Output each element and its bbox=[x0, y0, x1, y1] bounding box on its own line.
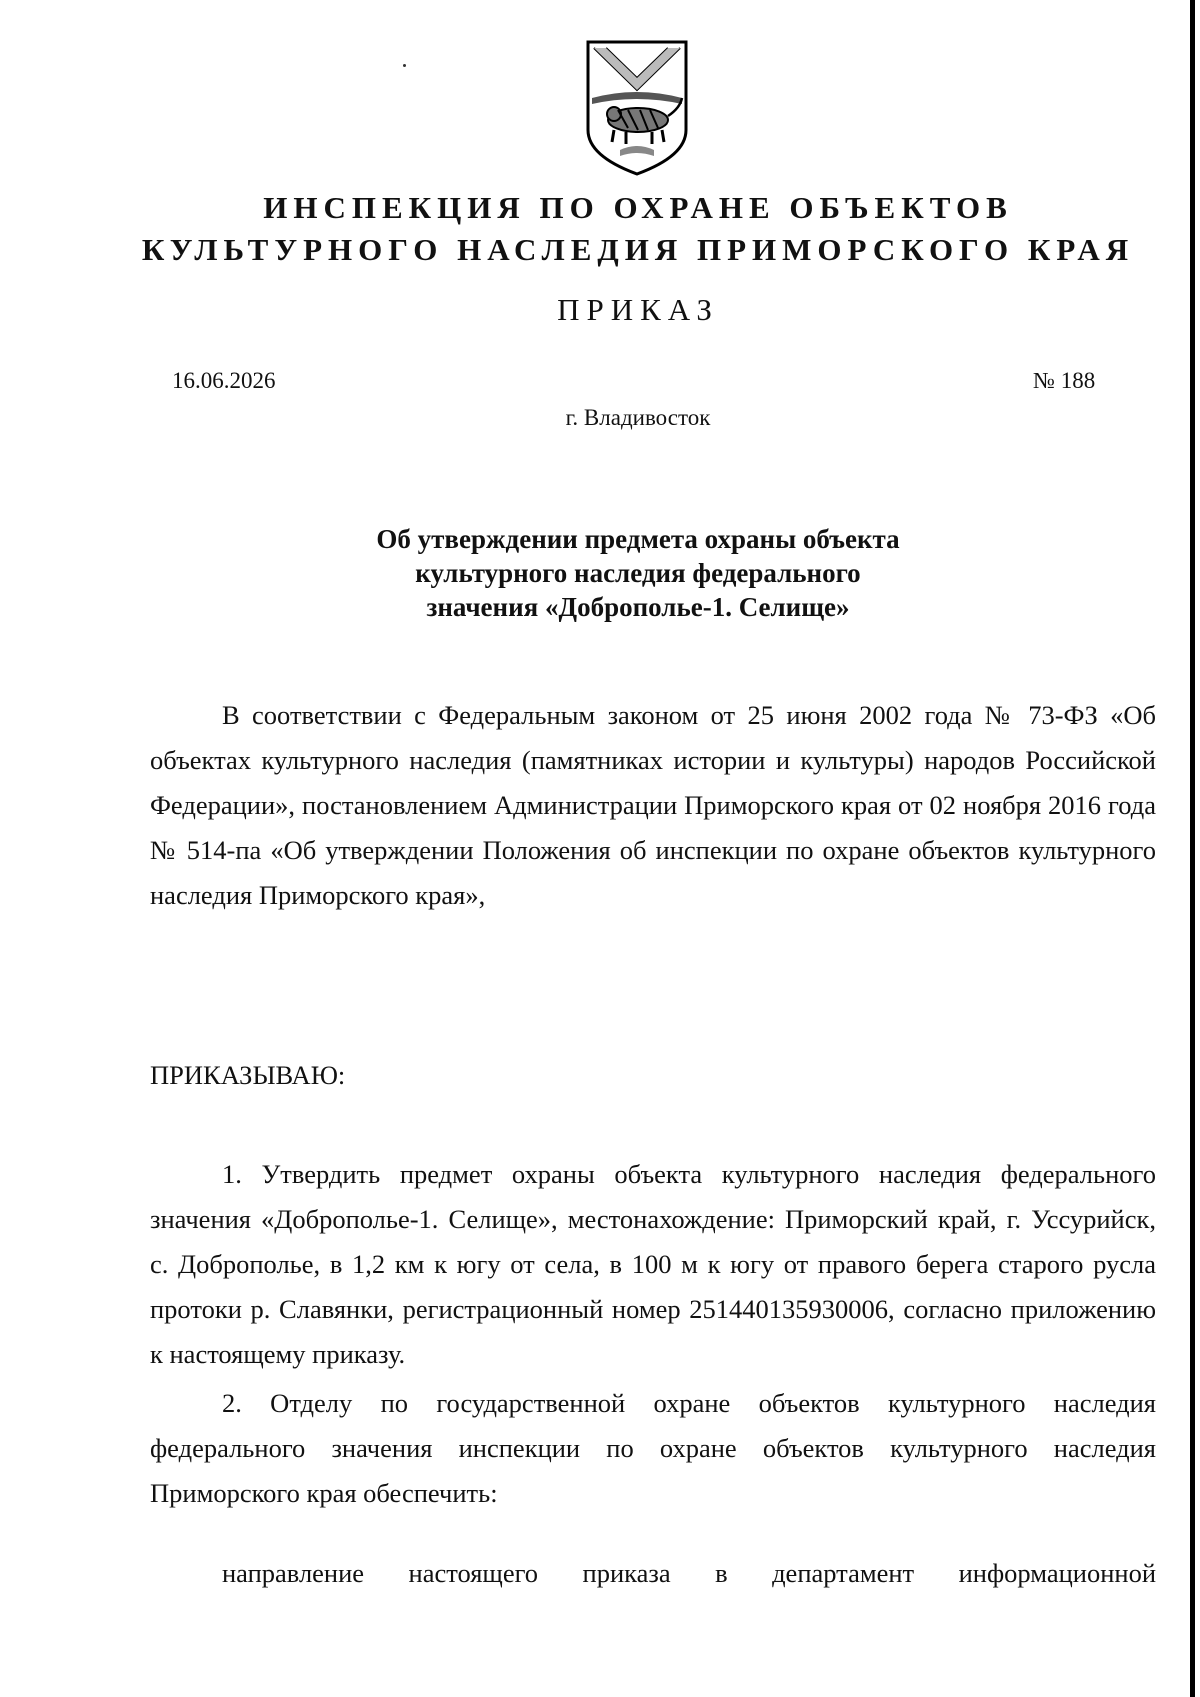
order-heading: ПРИКАЗЫВАЮ: bbox=[150, 1060, 346, 1090]
order-item-2-continuation: направление настоящего приказа в департамент информационной bbox=[222, 1558, 1156, 1588]
coat-of-arms-icon bbox=[584, 38, 690, 178]
title-line-3: значения «Доброполье-1. Селище» bbox=[426, 592, 850, 622]
order-item-2: 2. Отделу по государственной охране объектов культурного наследия федерального значения инспекции по охране объектов культурного наследия Приморского края обеспечить: bbox=[150, 1388, 1156, 1508]
authority-name-line1: ИНСПЕКЦИЯ ПО ОХРАНЕ ОБЪЕКТОВ bbox=[263, 190, 1013, 225]
authority-name-line2: КУЛЬТУРНОГО НАСЛЕДИЯ ПРИМОРСКОГО КРАЯ bbox=[141, 232, 1135, 267]
title-line-1: Об утверждении предмета охраны объекта bbox=[376, 524, 900, 554]
scan-speck bbox=[403, 64, 406, 67]
document-number: № 188 bbox=[1033, 368, 1096, 393]
preamble-paragraph: В соответствии с Федеральным законом от 25 июня 2002 года № 73-ФЗ «Об объектах культурного наследия (памятниках истории и культуры) народов Российской Федерации», постановлением Администрации Приморского края от 02 ноября 2016 года № 514-па «Об утверждении Положения об инспекции по охране объектов культурного наследия Приморского края», bbox=[150, 700, 1156, 910]
document-city: г. Владивосток bbox=[565, 405, 711, 430]
document-date: 16.06.2026 bbox=[172, 368, 276, 393]
order-item-1: 1. Утвердить предмет охраны объекта культурного наследия федерального значения «Доброполье-1. Селище», местонахождение: Приморский край, г. Уссурийск, с. Доброполье, в 1,2 км к югу от села, в 100 м к югу от правого берега старого русла протоки р. Славянки, регистрационный номер 251440135930006, согласно приложению к настоящему приказу. bbox=[150, 1159, 1156, 1369]
document-type: ПРИКАЗ bbox=[557, 292, 719, 327]
document-title bbox=[300, 522, 976, 624]
title-line-2: культурного наследия федерального bbox=[415, 558, 861, 588]
